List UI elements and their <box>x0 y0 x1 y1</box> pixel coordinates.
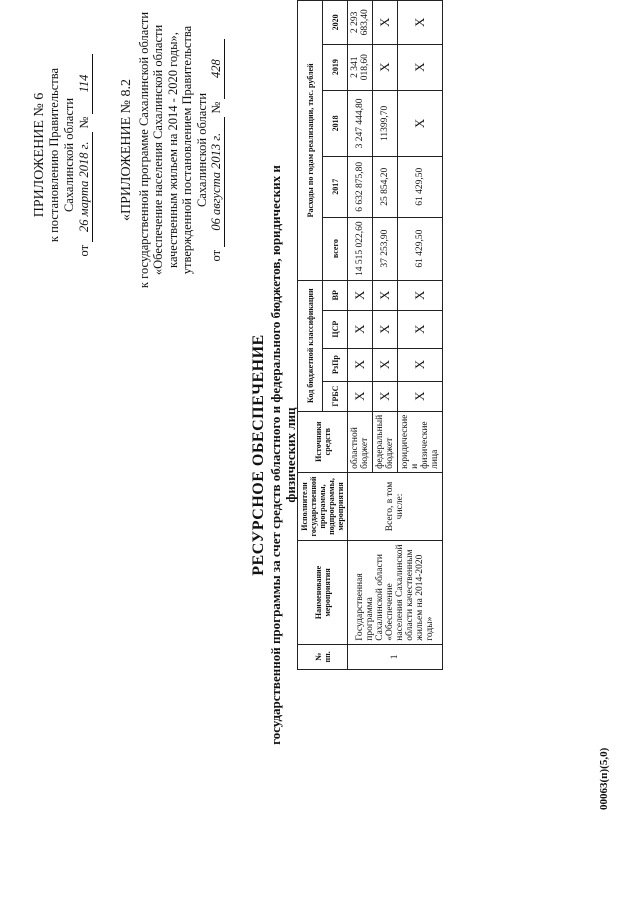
table-row <box>348 1 373 670</box>
appendix-6-line2: Сахалинской области <box>62 97 76 213</box>
header-rzpr: РзПр <box>323 348 348 381</box>
table-header-row-1 <box>298 1 323 670</box>
subrow-2017: 25 854,20 <box>373 157 398 218</box>
subrow-2019: Х <box>398 44 443 90</box>
subrow-2017: 61 429,50 <box>398 157 443 218</box>
subrow-vr: Х <box>398 280 443 310</box>
heading-title: РЕСУРСНОЕ ОБЕСПЕЧЕНИЕ <box>250 334 267 576</box>
header-name: Наименование мероприятия <box>298 541 348 645</box>
appendix-6-num-sign: № <box>77 116 91 129</box>
header-expenses-group: Расходы по годам реализации, тыс. рублей <box>298 1 323 281</box>
row-executor: Всего, в том числе: <box>348 472 443 540</box>
appendix-8-2-from: от <box>209 249 223 262</box>
appendix-8-2-block <box>120 5 225 295</box>
resource-table <box>297 0 443 670</box>
appendix-6-line1: к постановлению Правительства <box>47 67 61 243</box>
header-2017: 2017 <box>323 157 348 218</box>
subrow-2019: 2 341 018,60 <box>348 44 373 90</box>
appendix-8-2-date: 06 августа 2013 г. <box>209 117 225 247</box>
subrow-rzpr: Х <box>373 348 398 381</box>
heading-subtitle: государственной программы за счет средств областного и федерального бюджетов, юридических и физических лиц <box>268 165 298 745</box>
header-source: Источники средств <box>298 411 348 472</box>
appendix-8-2-text: к государственной программе Сахалинской области «Обеспечение населения Сахалинской области качественным жильем на 2014 - 2020 годы», утвержденной постановлением Правительства Сахалинской области <box>136 11 209 289</box>
subrow-vr: Х <box>373 280 398 310</box>
subrow-2019: Х <box>373 44 398 90</box>
subrow-2018: 11399,70 <box>373 90 398 156</box>
subrow-2018: Х <box>398 90 443 156</box>
subrow-2020: 2 293 683,40 <box>348 1 373 45</box>
subrow-vr: Х <box>348 280 373 310</box>
appendix-6-date: 26 марта 2018 г. <box>77 132 93 242</box>
subrow-source: федеральный бюджет <box>373 411 398 472</box>
subrow-csr: Х <box>348 310 373 348</box>
subrow-2017: 6 632 875,80 <box>348 157 373 218</box>
header-2020: 2020 <box>323 1 348 45</box>
subrow-2020: Х <box>398 1 443 45</box>
subrow-csr: Х <box>373 310 398 348</box>
row-name: Государственная программа Сахалинской области «Обеспечение населения Сахалинской области качественным жильем на 2014-2020 годы» <box>348 541 443 645</box>
footer-code: 00063(п)(5,0) <box>598 747 610 810</box>
header-grbs: ГРБС <box>323 381 348 411</box>
header-2019: 2019 <box>323 44 348 90</box>
subrow-grbs: Х <box>348 381 373 411</box>
appendix-8-2-title: «ПРИЛОЖЕНИЕ № 8.2 <box>119 79 134 221</box>
subrow-csr: Х <box>398 310 443 348</box>
appendix-6-from: от <box>77 244 91 257</box>
subrow-grbs: Х <box>373 381 398 411</box>
subrow-source: юридические и физические лица <box>398 411 443 472</box>
appendix-6-title: ПРИЛОЖЕНИЕ № 6 <box>32 92 47 218</box>
header-num: № пп. <box>298 644 348 669</box>
row-num: 1 <box>348 644 443 669</box>
document-heading <box>250 155 298 755</box>
appendix-6-number: 114 <box>77 54 93 114</box>
header-vr: ВР <box>323 280 348 310</box>
subrow-total: 61 429,50 <box>398 217 443 280</box>
header-2018: 2018 <box>323 90 348 156</box>
header-code-group: Код бюджетной классификации <box>298 280 323 411</box>
subrow-total: 37 253,90 <box>373 217 398 280</box>
subrow-rzpr: Х <box>398 348 443 381</box>
subrow-grbs: Х <box>398 381 443 411</box>
header-executor: Исполнители государственной программы, подпрограммы, мероприятия <box>298 472 348 540</box>
appendix-8-2-number: 428 <box>209 39 225 99</box>
appendix-8-2-date-line <box>209 5 225 295</box>
subrow-2020: Х <box>373 1 398 45</box>
subrow-2018: 3 247 444,80 <box>348 90 373 156</box>
appendix-6-block <box>32 15 93 295</box>
subrow-total: 14 515 022,60 <box>348 217 373 280</box>
subrow-source: областной бюджет <box>348 411 373 472</box>
appendix-8-2-num-sign: № <box>209 101 223 114</box>
appendix-6-date-line <box>77 15 93 295</box>
subrow-rzpr: Х <box>348 348 373 381</box>
header-total: всего <box>323 217 348 280</box>
header-csr: ЦСР <box>323 310 348 348</box>
